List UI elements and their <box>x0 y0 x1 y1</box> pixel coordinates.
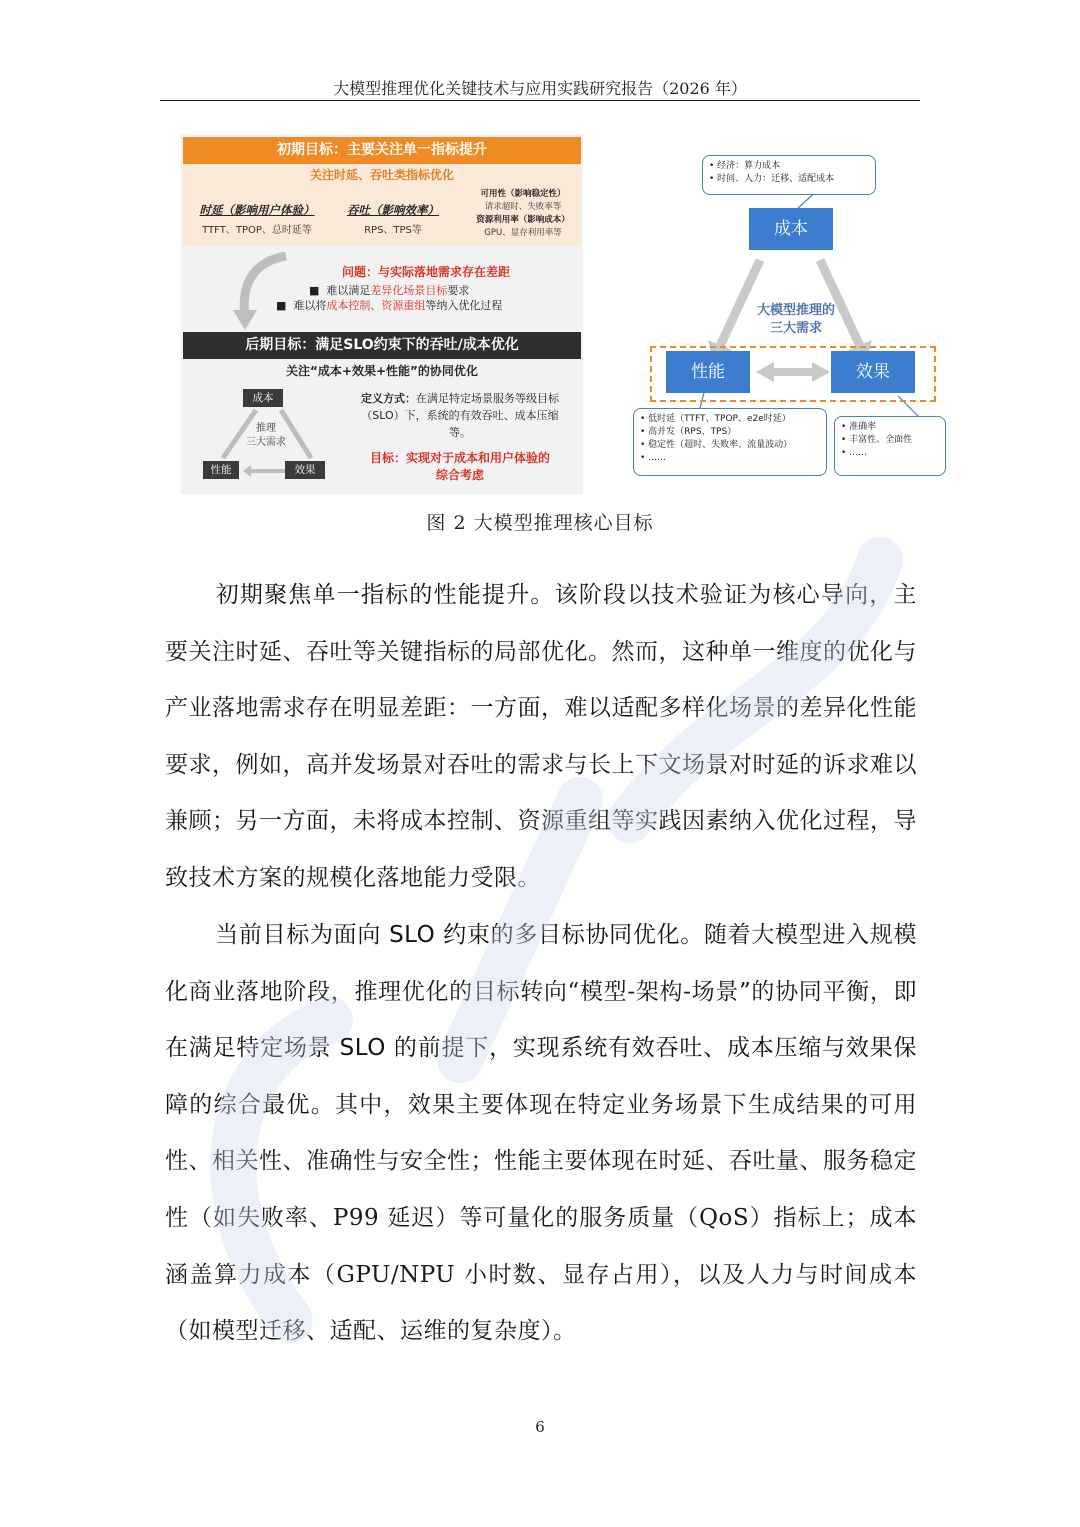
mini-cost-box: 成本 <box>243 389 283 407</box>
metric-availability-resource <box>465 188 581 240</box>
goal-text: 目标：实现对于成本和用户体验的 综合考虑 <box>369 451 550 482</box>
cost-box: 成本 <box>749 208 833 250</box>
paragraph-1: 初期聚焦单一指标的性能提升。该阶段以技术验证为核心导向，主要关注时延、吞吐等关键指标的局部优化。然而，这种单一维度的优化与产业落地需求存在明显差距：一方面，难以适配多样化场景的差异化性能要求，例如，高并发场景对吞吐的需求与长上下文场景对时延的诉求难以兼顾；另一方面，未将成本控制、资源重组等实践因素纳入优化过程，导致技术方案的规模化落地能力受限。 <box>165 582 918 891</box>
effect-note: • 准确率 • 丰富性、全面性 • …… <box>834 416 946 476</box>
metric-latency <box>187 202 327 236</box>
early-goal-panel <box>183 164 581 246</box>
metric-throughput-name: 吞吐（影响效率） <box>347 203 439 217</box>
metric-throughput <box>333 202 453 236</box>
page-header: 大模型推理优化关键技术与应用实践研究报告（2026 年） <box>333 79 747 98</box>
metric-throughput-desc: RPS、TPS等 <box>364 225 422 236</box>
paragraph-2: 当前目标为面向 SLO 约束的多目标协同优化。随着大模型进入规模化商业落地阶段，推理优化的目标转向“模型-架构-场景”的协同平衡，即在满足特定场景 SLO 的前提下，实现系统有效吞吐、成本压缩与效果保障的综合最优。其中，效果主要体现在特定业务场景下生成结果的可用性、相关性、准确性与安全性；性能主要体现在时延、吞吐量、服务稳定性（如失败率、P99 延迟）等可量化的服务质量（QoS）指标上；成本涵盖算力成本（GPU/NPU 小时数、显存占用），以及人力与时间成本（如模型迁移、适配、运维的复杂度）。 <box>165 922 918 1345</box>
metric-resource-desc: GPU、显存利用率等 <box>484 228 562 238</box>
problem-item-1: ■ 难以满足差异化场景目标要求 <box>309 284 470 297</box>
center-title: 大模型推理的 三大需求 <box>756 303 835 336</box>
figure-caption: 图 2 大模型推理核心目标 <box>426 512 654 534</box>
page-number: 6 <box>535 1418 545 1436</box>
header-rule <box>160 100 920 101</box>
figure-right <box>628 150 944 476</box>
mini-effect-box: 效果 <box>285 461 325 479</box>
early-goal-subtitle: 关注时延、吞吐类指标优化 <box>309 168 454 182</box>
cost-note: • 经济：算力成本 • 时间、人力：迁移、适配成本 <box>702 155 876 195</box>
early-goal-title: 初期目标：主要关注单一指标提升 <box>183 137 581 164</box>
performance-note: • 低时延（TTFT、TPOP、e2e时延） • 高并发（RPS、TPS） • 稳定性（超时、失败率、流量波动） • …… <box>633 408 827 476</box>
later-goal-subtitle: 关注“成本+效果+性能”的协同优化 <box>286 364 478 378</box>
metric-availability-desc: 请求超时、失败率等 <box>484 202 562 212</box>
problem-item-2: ■ 难以将成本控制、资源重组等纳入优化过程 <box>276 299 503 312</box>
metric-resource-name: 资源利用率（影响成本） <box>476 215 570 225</box>
mini-center-label: 推理 三大需求 <box>246 423 286 448</box>
figure-left <box>181 134 583 494</box>
metric-availability-name: 可用性（影响稳定性） <box>480 189 566 199</box>
curve-arrow-icon <box>231 252 301 332</box>
later-goal-title: 后期目标：满足SLO约束下的吞吐/成本优化 <box>183 332 581 359</box>
effect-box: 效果 <box>831 351 915 393</box>
metric-latency-desc: TTFT、TPOP、总时延等 <box>202 225 312 236</box>
definition-text: 定义方式：在满足特定场景服务等级目标（SLO）下，系统的有效吞吐、成本压缩等。 <box>361 392 559 439</box>
performance-box: 性能 <box>666 351 750 393</box>
metric-latency-name: 时延（影响用户体验） <box>199 203 315 217</box>
problem-title: 问题：与实际落地需求存在差距 <box>341 265 510 279</box>
mini-perf-box: 性能 <box>203 461 239 479</box>
